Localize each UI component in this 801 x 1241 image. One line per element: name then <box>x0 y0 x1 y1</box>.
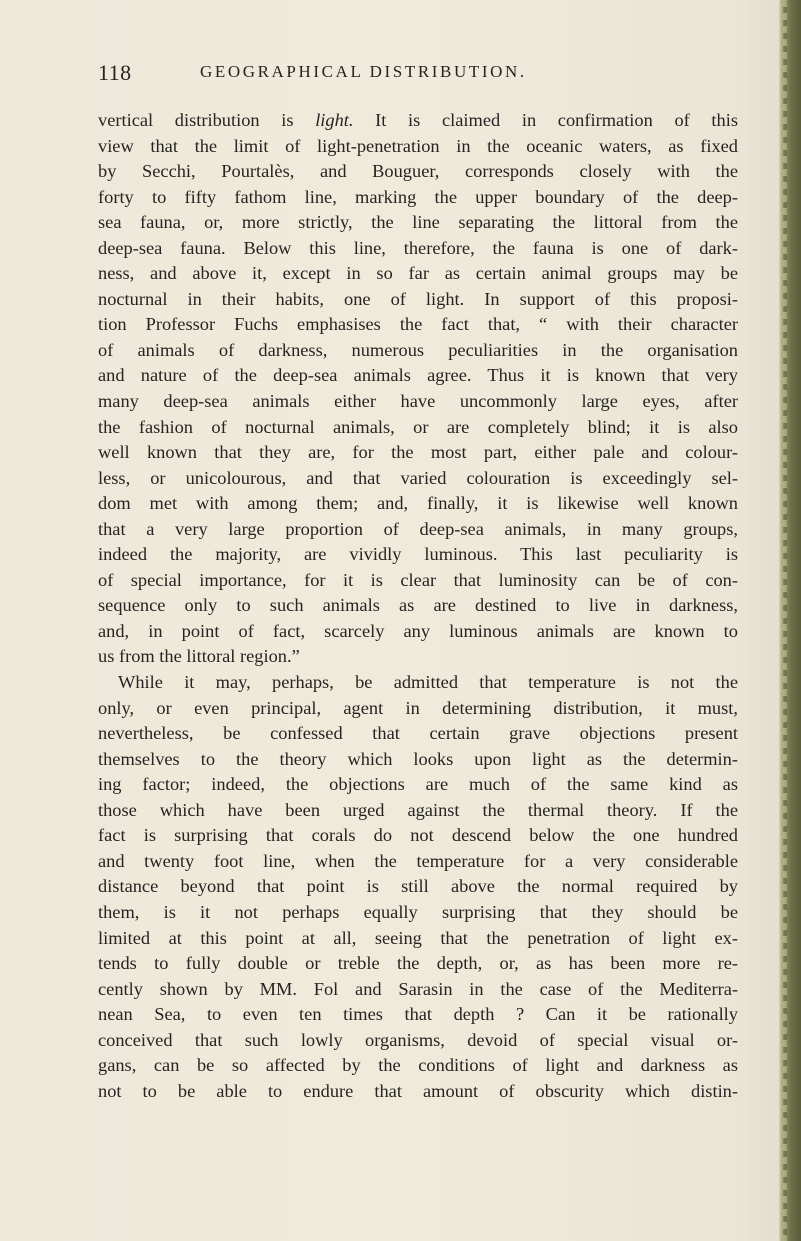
text-line: view that the limit of light-penetration in the oceanic waters, as fixed <box>98 135 738 156</box>
body-text <box>98 108 738 1104</box>
text-line: many deep-sea animals either have uncommonly large eyes, after <box>98 391 738 412</box>
text-line: tends to fully double or treble the depth, or, as has been more re- <box>98 953 738 974</box>
text-line: indeed the majority, are vividly luminous. This last peculiarity is <box>98 544 738 565</box>
text-line: by Secchi, Pourtalès, and Bouguer, corresponds closely with the <box>98 161 738 182</box>
text-line: of animals of darkness, numerous peculiarities in the organisation <box>98 339 738 360</box>
text-line: While it may, perhaps, be admitted that temperature is not the <box>118 672 738 693</box>
text-line: fact is surprising that corals do not descend below the one hundred <box>98 825 738 846</box>
text-line: and twenty foot line, when the temperature for a very considerable <box>98 850 738 871</box>
text-line: not to be able to endure that amount of obscurity which distin- <box>98 1080 738 1101</box>
text-line: and, in point of fact, scarcely any luminous animals are known to <box>98 620 738 641</box>
text-line: distance beyond that point is still above the normal required by <box>98 876 738 897</box>
text-line: of special importance, for it is clear that luminosity can be of con- <box>98 569 738 590</box>
running-title: GEOGRAPHICAL DISTRIBUTION. <box>200 62 527 81</box>
text-line: cently shown by MM. Fol and Sarasin in the case of the Mediterra- <box>98 978 738 999</box>
text-line: gans, can be so affected by the conditions of light and darkness as <box>98 1055 738 1076</box>
text-line <box>98 108 738 134</box>
text-line: and nature of the deep-sea animals agree. Thus it is known that very <box>98 365 738 386</box>
italic-emphasis: light. <box>315 110 354 130</box>
page-number: 118 <box>98 60 132 85</box>
text-segment: It is claimed in confirmation of this <box>353 110 738 130</box>
text-line: those which have been urged against the thermal theory. If the <box>98 799 738 820</box>
text-line: forty to fifty fathom line, marking the upper boundary of the deep- <box>98 186 738 207</box>
text-line: dom met with among them; and, finally, it is likewise well known <box>98 493 738 514</box>
text-line: limited at this point at all, seeing that the penetration of light ex- <box>98 927 738 948</box>
text-line: sea fauna, or, more strictly, the line separating the littoral from the <box>98 212 738 233</box>
text-line: nevertheless, be confessed that certain grave objections present <box>98 723 738 744</box>
text-line: themselves to the theory which looks upon light as the determin- <box>98 748 738 769</box>
text-line: deep-sea fauna. Below this line, therefore, the fauna is one of dark- <box>98 237 738 258</box>
text-line: nocturnal in their habits, one of light. In support of this proposi- <box>98 288 738 309</box>
running-head <box>98 60 738 90</box>
text-line: us from the littoral region.” <box>98 646 300 667</box>
text-line: sequence only to such animals as are destined to live in darkness, <box>98 595 738 616</box>
text-line: them, is it not perhaps equally surprising that they should be <box>98 901 738 922</box>
text-line: ing factor; indeed, the objections are much of the same kind as <box>98 774 738 795</box>
text-line: ness, and above it, except in so far as certain animal groups may be <box>98 263 738 284</box>
text-line: well known that they are, for the most part, either pale and colour- <box>98 442 738 463</box>
text-line: nean Sea, to even ten times that depth ? Can it be rationally <box>98 1004 738 1025</box>
text-segment: vertical distribution is <box>98 110 316 130</box>
text-line: tion Professor Fuchs emphasises the fact that, “ with their character <box>98 314 738 335</box>
text-line: that a very large proportion of deep-sea animals, in many groups, <box>98 518 738 539</box>
text-line: the fashion of nocturnal animals, or are completely blind; it is also <box>98 416 738 437</box>
text-line: less, or unicolourous, and that varied colouration is exceedingly sel- <box>98 467 738 488</box>
text-line: conceived that such lowly organisms, devoid of special visual or- <box>98 1029 738 1050</box>
text-line: only, or even principal, agent in determining distribution, it must, <box>98 697 738 718</box>
page-edge-shadow <box>779 0 801 1241</box>
